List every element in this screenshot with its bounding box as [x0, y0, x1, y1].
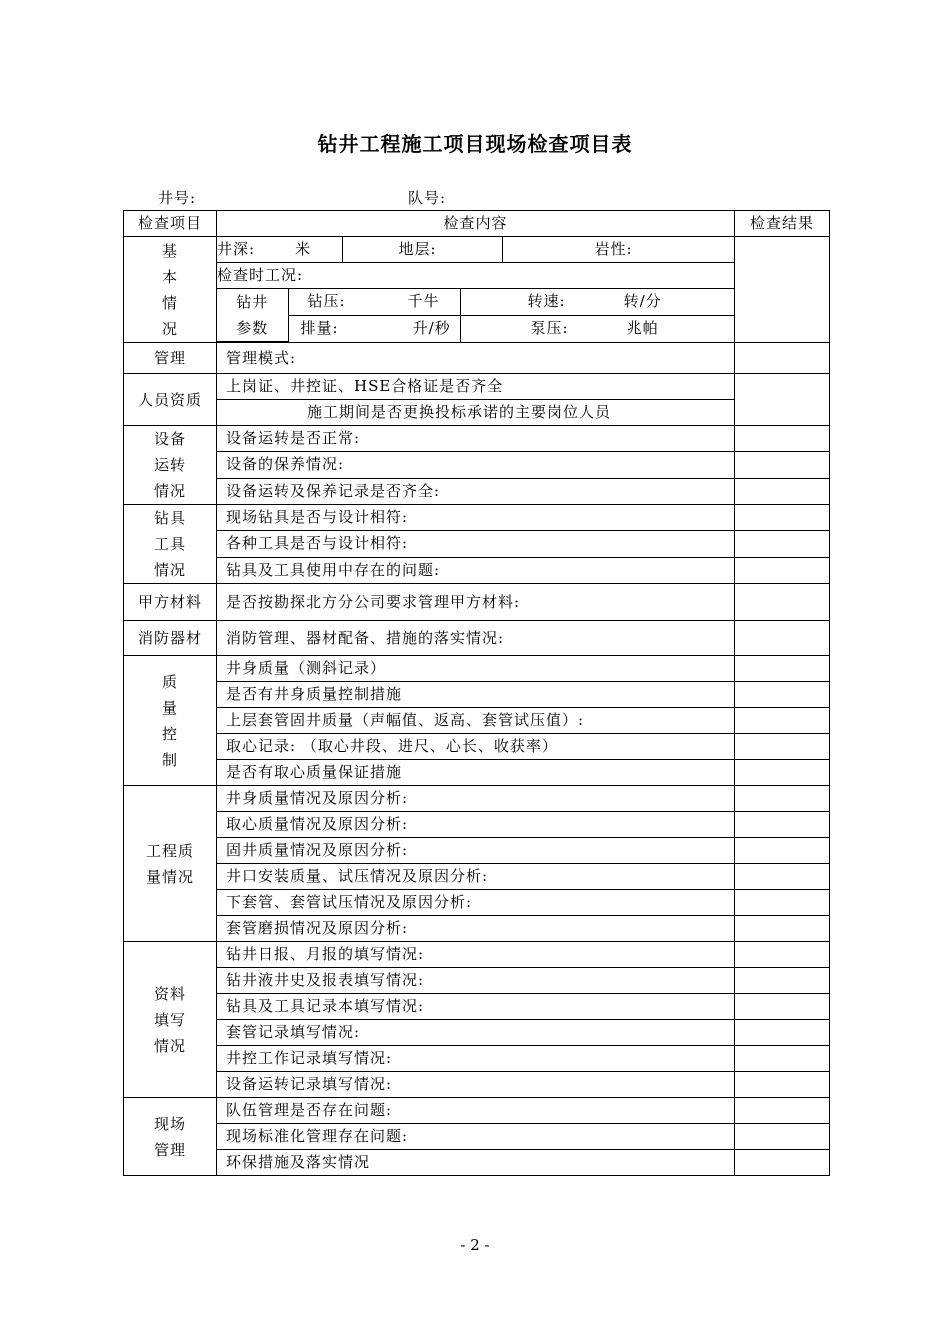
result-cell[interactable] — [735, 343, 830, 374]
quality-control-item: 是否有取心质量保证措施 — [217, 760, 735, 786]
records-item: 钻具及工具记录本填写情况: — [217, 994, 735, 1020]
section-records-row — [124, 968, 830, 994]
result-cell[interactable] — [735, 1124, 830, 1150]
equipment-item: 设备运转是否正常: — [217, 426, 735, 452]
site-item: 现场标准化管理存在问题: — [217, 1124, 735, 1150]
result-cell[interactable] — [735, 426, 830, 452]
section-equipment-row — [124, 452, 830, 478]
category-line: 管理 — [153, 1140, 186, 1159]
depth-label: 井深: — [217, 240, 256, 258]
lithology-cell — [502, 237, 734, 262]
quality-control-item: 井身质量（测斜记录） — [217, 656, 735, 682]
result-cell[interactable] — [735, 1020, 830, 1046]
category-line: 现场 — [153, 1114, 186, 1133]
section-site-row — [124, 1150, 830, 1176]
section-engineering-quality-row — [124, 916, 830, 942]
rpm-label: 转速: — [527, 292, 566, 311]
result-cell[interactable] — [735, 916, 830, 942]
category-line: 填写 — [153, 1010, 186, 1029]
category-char: 量 — [161, 698, 178, 717]
section-basic — [124, 237, 830, 343]
tools-item: 各种工具是否与设计相符: — [217, 531, 735, 557]
result-cell[interactable] — [735, 237, 830, 343]
section-quality-control — [124, 656, 830, 682]
tools-item: 钻具及工具使用中存在的问题: — [217, 557, 735, 583]
engineering-quality-item: 下套管、套管试压情况及原因分析: — [217, 890, 735, 916]
category-line: 工具 — [153, 535, 186, 553]
section-tools — [124, 505, 830, 531]
records-item: 钻井日报、月报的填写情况: — [217, 942, 735, 968]
basic-row-params — [217, 288, 734, 342]
result-cell[interactable] — [735, 621, 830, 656]
result-cell[interactable] — [735, 682, 830, 708]
engineering-quality-item: 井口安装质量、试压情况及原因分析: — [217, 864, 735, 890]
result-cell[interactable] — [735, 557, 830, 583]
tools-item: 现场钻具是否与设计相符: — [217, 505, 735, 531]
pressure-unit: 兆帕 — [626, 319, 659, 338]
header-item: 检查项目 — [124, 211, 217, 237]
flow-label: 排量: — [300, 319, 339, 338]
depth-cell — [217, 237, 342, 262]
wob-unit: 千牛 — [407, 292, 440, 311]
section-personnel-row2 — [124, 400, 830, 426]
result-cell[interactable] — [735, 1098, 830, 1124]
basic-content — [217, 237, 735, 343]
drilling-params-label — [217, 289, 288, 342]
records-item: 钻井液井史及报表填写情况: — [217, 968, 735, 994]
lithology-label: 岩性: — [594, 240, 633, 258]
category-tools — [124, 505, 217, 584]
section-management — [124, 343, 830, 374]
quality-control-item: 是否有井身质量控制措施 — [217, 682, 735, 708]
section-equipment — [124, 426, 830, 452]
section-engineering-quality-row — [124, 864, 830, 890]
category-engineering-quality — [124, 786, 217, 942]
result-cell[interactable] — [735, 968, 830, 994]
category-char: 情 — [161, 293, 178, 312]
records-item: 套管记录填写情况: — [217, 1020, 735, 1046]
engineering-quality-item: 取心质量情况及原因分析: — [217, 812, 735, 838]
records-item: 井控工作记录填写情况: — [217, 1046, 735, 1072]
section-engineering-quality-row — [124, 890, 830, 916]
engineering-quality-item: 井身质量情况及原因分析: — [217, 786, 735, 812]
well-number-label: 井号: — [158, 189, 197, 207]
category-site — [124, 1098, 217, 1176]
section-materials — [124, 584, 830, 621]
wob-label: 钻压: — [307, 292, 346, 311]
section-site — [124, 1098, 830, 1124]
management-item: 管理模式: — [217, 343, 735, 374]
pressure-cell — [460, 315, 734, 341]
category-char: 况 — [161, 319, 178, 338]
basic-row-depth — [217, 237, 734, 262]
result-cell[interactable] — [735, 864, 830, 890]
category-char: 制 — [161, 750, 178, 769]
section-quality-control-row — [124, 734, 830, 760]
rpm-unit: 转/分 — [623, 292, 662, 311]
page-title: 钻井工程施工项目现场检查项目表 — [317, 132, 633, 156]
category-line: 情况 — [153, 482, 186, 500]
section-engineering-quality-row — [124, 812, 830, 838]
section-fire — [124, 621, 830, 656]
result-cell[interactable] — [735, 1150, 830, 1176]
section-personnel — [124, 374, 830, 400]
result-cell[interactable] — [735, 708, 830, 734]
flow-cell — [288, 315, 460, 341]
section-records-row — [124, 1020, 830, 1046]
category-line: 情况 — [153, 1036, 186, 1055]
params-label-line: 参数 — [236, 319, 269, 337]
category-basic — [124, 237, 217, 343]
result-cell[interactable] — [735, 786, 830, 812]
result-cell[interactable] — [735, 812, 830, 838]
site-item: 环保措施及落实情况 — [217, 1150, 735, 1176]
result-cell[interactable] — [735, 760, 830, 786]
category-line: 设备 — [153, 430, 186, 448]
category-management: 管理 — [124, 343, 217, 374]
condition-label: 检查时工况: — [217, 263, 734, 289]
result-cell[interactable] — [735, 1072, 830, 1098]
category-line: 量情况 — [145, 867, 194, 886]
result-cell[interactable] — [735, 452, 830, 478]
category-personnel: 人员资质 — [124, 374, 217, 426]
site-item: 队伍管理是否存在问题: — [217, 1098, 735, 1124]
header-result: 检查结果 — [735, 211, 830, 237]
records-item: 设备运转记录填写情况: — [217, 1072, 735, 1098]
section-records-row — [124, 1072, 830, 1098]
result-cell[interactable] — [735, 890, 830, 916]
category-char: 质 — [161, 672, 178, 691]
engineering-quality-item: 套管磨损情况及原因分析: — [217, 916, 735, 942]
category-quality-control — [124, 656, 217, 786]
category-records — [124, 942, 217, 1098]
section-quality-control-row — [124, 708, 830, 734]
stratum-label: 地层: — [398, 240, 437, 258]
rpm-cell — [460, 289, 734, 316]
section-site-row — [124, 1124, 830, 1150]
equipment-item: 设备的保养情况: — [217, 452, 735, 478]
table-header-row — [124, 211, 830, 237]
result-cell[interactable] — [735, 478, 830, 504]
result-cell[interactable] — [735, 994, 830, 1020]
params-label-line: 钻井 — [236, 293, 269, 311]
personnel-item: 施工期间是否更换投标承诺的主要岗位人员 — [217, 400, 735, 426]
depth-unit: 米 — [295, 240, 312, 258]
materials-item: 是否按勘探北方分公司要求管理甲方材料: — [217, 584, 735, 621]
category-char: 控 — [161, 724, 178, 743]
category-line: 工程质 — [145, 841, 194, 860]
section-records-row — [124, 994, 830, 1020]
result-cell[interactable] — [735, 374, 830, 426]
equipment-item: 设备运转及保养记录是否齐全: — [217, 478, 735, 504]
category-line: 情况 — [153, 561, 186, 579]
inspection-table — [123, 210, 830, 1176]
result-cell[interactable] — [735, 505, 830, 531]
result-cell[interactable] — [735, 1046, 830, 1072]
result-cell[interactable] — [735, 584, 830, 621]
basic-row-condition — [217, 262, 734, 288]
result-cell[interactable] — [735, 734, 830, 760]
result-cell[interactable] — [735, 656, 830, 682]
page-number: - 2 - — [460, 1236, 490, 1254]
section-records-row — [124, 1046, 830, 1072]
section-engineering-quality — [124, 786, 830, 812]
section-equipment-row — [124, 478, 830, 504]
result-cell[interactable] — [735, 838, 830, 864]
category-equipment — [124, 426, 217, 505]
wob-cell — [288, 289, 460, 316]
category-line: 运转 — [153, 456, 186, 474]
category-line: 资料 — [153, 984, 186, 1003]
section-records — [124, 942, 830, 968]
section-tools-row — [124, 531, 830, 557]
section-quality-control-row — [124, 682, 830, 708]
category-materials: 甲方材料 — [124, 584, 217, 621]
section-engineering-quality-row — [124, 838, 830, 864]
category-line: 钻具 — [153, 509, 186, 527]
team-number-label: 队号: — [408, 189, 447, 207]
section-quality-control-row — [124, 760, 830, 786]
flow-unit: 升/秒 — [412, 319, 451, 338]
header-content: 检查内容 — [217, 211, 735, 237]
personnel-item: 上岗证、井控证、HSE合格证是否齐全 — [217, 374, 735, 400]
category-fire: 消防器材 — [124, 621, 217, 656]
quality-control-item: 上层套管固井质量（声幅值、返高、套管试压值）: — [217, 708, 735, 734]
pressure-label: 泵压: — [530, 319, 569, 338]
quality-control-item: 取心记录: （取心井段、进尺、心长、收获率） — [217, 734, 735, 760]
engineering-quality-item: 固井质量情况及原因分析: — [217, 838, 735, 864]
category-char: 基 — [161, 241, 178, 260]
section-tools-row — [124, 557, 830, 583]
stratum-cell — [342, 237, 502, 262]
fire-item: 消防管理、器材配备、措施的落实情况: — [217, 621, 735, 656]
result-cell[interactable] — [735, 942, 830, 968]
result-cell[interactable] — [735, 531, 830, 557]
category-char: 本 — [161, 267, 178, 286]
